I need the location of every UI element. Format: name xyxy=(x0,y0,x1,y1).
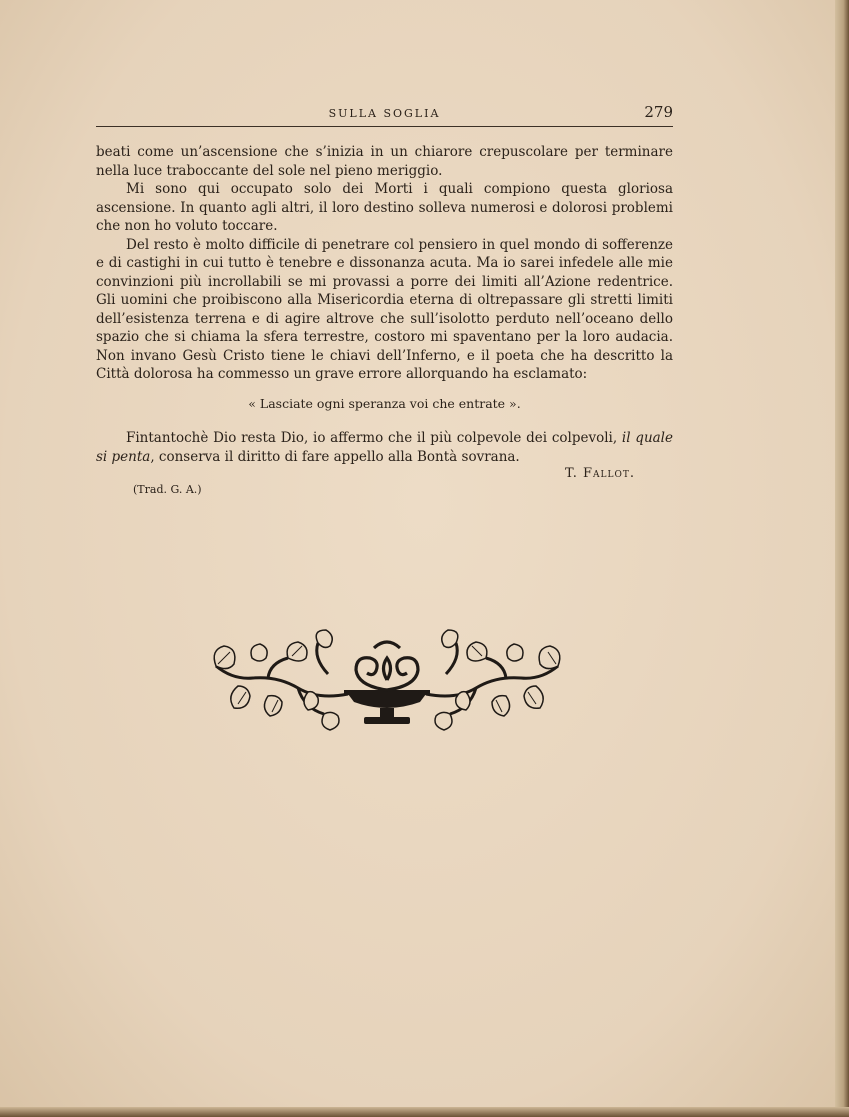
running-title: SULLA SOGLIA xyxy=(328,107,441,120)
running-head xyxy=(96,100,673,127)
vase-with-vines-ornament-icon xyxy=(208,628,566,734)
quotation: « Lasciate ogni speranza voi che entrate ». xyxy=(248,395,521,411)
signature-text: T. Fallot. xyxy=(565,466,636,481)
final-paragraph-end: , conserva il diritto di fare appello alla Bontà sovrana. xyxy=(150,448,520,465)
paragraph: Del resto è molto difficile di penetrare col pensiero in quel mondo di sofferenze e di castighi in cui tutto è tenebre e dissonanza acuta. Ma io sarei infedele alle mie convinzioni più incrollabili se mi provassi a porre dei limiti all’Azione redentrice. Gli uomini che proibiscono alla Misericordia eterna di oltrepassare gli stretti limiti dell’esistenza terrena e di agire altrove che sull’isolotto perduto nell’oceano dello spazio che si chiama la sfera terrestre, costoro mi spaventano per la loro audacia. Non invano Gesù Cristo tiene le chiavi dell’Inferno, e il poeta che ha descritto la Città dolorosa ha commesso un grave errore allorquando ha esclamato: xyxy=(96,236,673,382)
paragraph: Mi sono qui occupato solo dei Morti i quali compiono questa gloriosa ascensione. In quanto agli altri, il loro destino solleva numerosi e dolorosi problemi che non ho voluto toccare. xyxy=(96,181,673,234)
translator-note: (Trad. G. A.) xyxy=(133,483,202,496)
italic-phrase: il quale si penta xyxy=(96,430,673,465)
page-number: 279 xyxy=(644,103,673,121)
body-text xyxy=(96,143,673,466)
page-edge-bottom xyxy=(0,1107,849,1117)
final-paragraph xyxy=(96,429,673,466)
paragraph: beati come un’ascensione che s’inizia in un chiarore crepuscolare per terminare nella luce traboccante del sole nel pieno meriggio. xyxy=(96,144,673,179)
author-signature xyxy=(565,466,635,481)
page-edge xyxy=(835,0,849,1117)
final-paragraph-text: Fintantochè Dio resta Dio, io affermo che il più colpevole dei colpevoli, xyxy=(126,430,622,446)
